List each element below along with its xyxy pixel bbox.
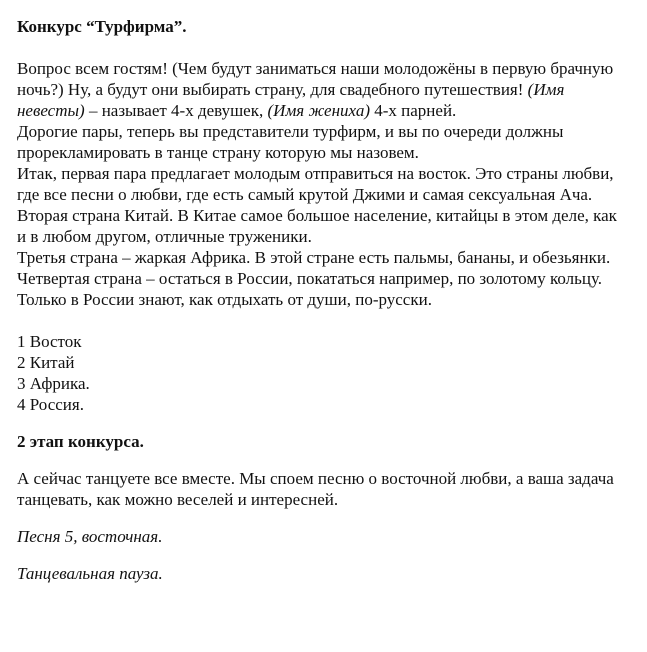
groom-name-placeholder: (Имя жениха) bbox=[267, 101, 370, 120]
document-page bbox=[17, 16, 629, 584]
intro-text-2: – называет 4-х девушек, bbox=[84, 101, 268, 120]
pairs-paragraph: Дорогие пары, теперь вы представители турфирм, и вы по очереди должны прорекламировать в танце страну которую мы назовем. bbox=[17, 122, 564, 162]
country-list bbox=[17, 331, 629, 415]
list-item: 2 Китай bbox=[17, 353, 75, 372]
africa-paragraph: Третья страна – жаркая Африка. В этой стране есть пальмы, бананы, и обезьянки. bbox=[17, 248, 611, 267]
bride-name-placeholder: (Имя невесты) bbox=[17, 80, 565, 120]
stage2-heading: 2 этап конкурса. bbox=[17, 432, 144, 451]
dance-pause-note: Танцевальная пауза. bbox=[17, 564, 163, 583]
song-note: Песня 5, восточная. bbox=[17, 527, 163, 546]
intro-text-3: 4-х парней. bbox=[370, 101, 457, 120]
russia-paragraph: Четвертая страна – остаться в России, покататься например, по золотому кольцу. Только в России знают, как отдыхать от души, по-русски. bbox=[17, 269, 603, 309]
east-paragraph: Итак, первая пара предлагает молодым отправиться на восток. Это страны любви, где все песни о любви, где есть самый крутой Джими и самая сексуальная Ача. bbox=[17, 164, 614, 204]
stage2-paragraph: А сейчас танцуете все вместе. Мы споем песню о восточной любви, а ваша задача танцевать, как можно веселей и интересней. bbox=[17, 469, 614, 509]
list-item: 3 Африка. bbox=[17, 374, 90, 393]
list-item: 1 Восток bbox=[17, 332, 82, 351]
intro-text: Вопрос всем гостям! (Чем будут заниматься наши молодожёны в первую брачную ночь?) Ну, а будут они выбирать страну, для свадебного путешествия! bbox=[17, 59, 614, 99]
document-title: Конкурс “Турфирма”. bbox=[17, 17, 187, 36]
china-paragraph: Вторая страна Китай. В Китае самое большое население, китайцы в этом деле, как и в любом другом, отличные труженики. bbox=[17, 206, 617, 246]
list-item: 4 Россия. bbox=[17, 395, 84, 414]
intro-paragraph bbox=[17, 58, 629, 121]
